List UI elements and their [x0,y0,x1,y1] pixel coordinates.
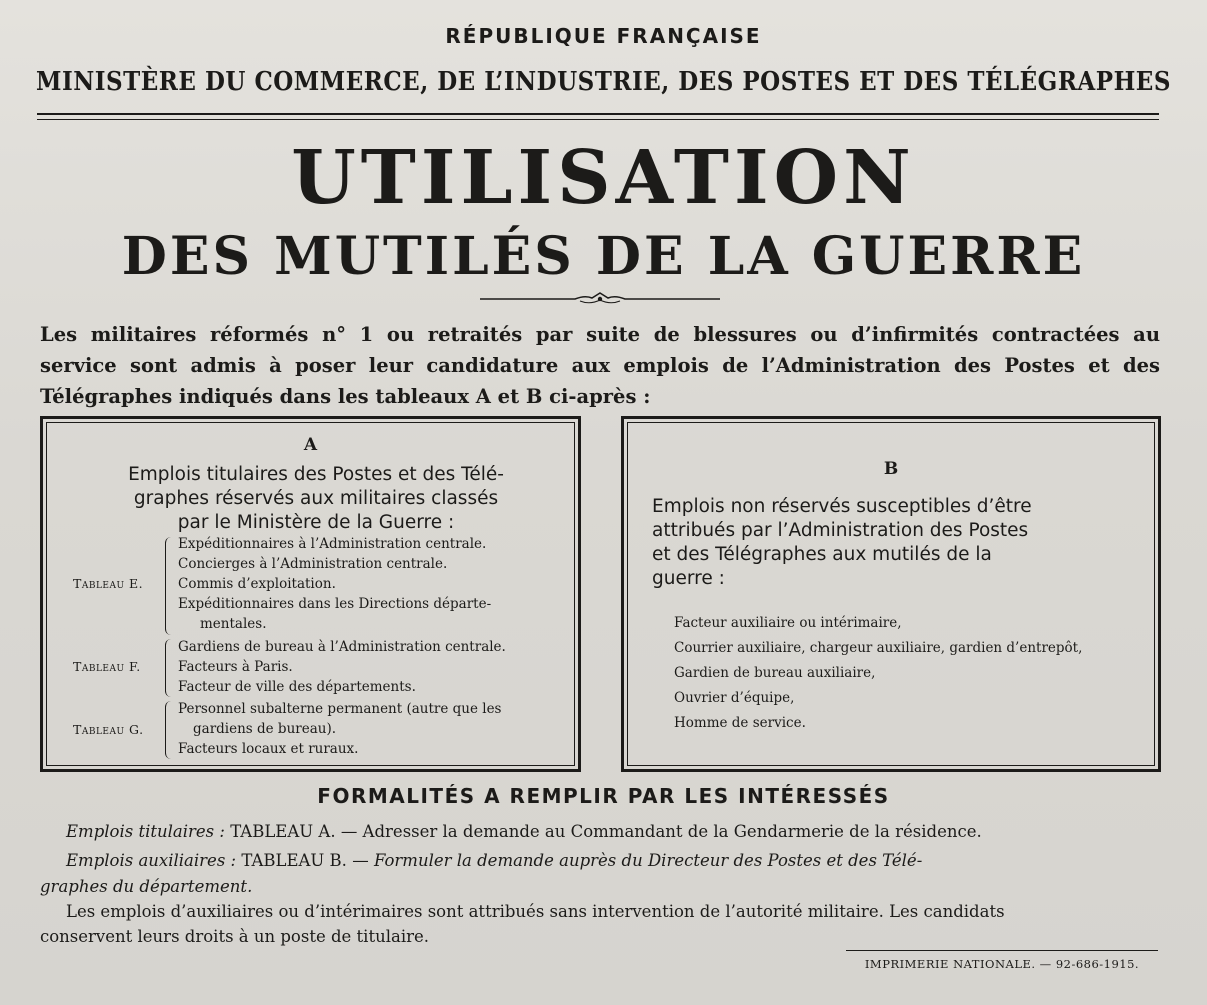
list-item: Gardien de bureau auxiliaire, [674,665,876,681]
list-item: Facteurs à Paris. [178,659,293,675]
heading-line: Emplois titulaires des Postes et des Télé- [128,464,504,485]
list-item: Homme de service. [674,715,806,731]
intro-paragraph [40,319,1160,412]
main-title: UTILISATION [291,135,916,221]
heading-line: guerre : [652,568,725,589]
list-item: Expéditionnaires dans les Directions départe- [178,596,492,612]
note-line: Les emplois d’auxiliaires ou d’intérimaires sont attribués sans intervention de l’autorité militaire. Les candidats [66,902,1005,921]
imprimerie-credit: IMPRIMERIE NATIONALE. — 92-686-1915. [864,957,1140,971]
brace-e [165,537,174,635]
titulaires-text: — Adresser la demande au Commandant de la Gendarmerie de la résidence. [340,822,982,841]
intro-line: Les militaires réformés n° 1 ou retraités par suite de blessures ou d’infirmités contractées au [40,323,1160,346]
auxiliaires-label: Emplois auxiliaires : [66,851,237,870]
auxiliaires-dash: — [352,851,369,870]
footer-divider [846,950,1158,951]
heading-line: graphes réservés aux militaires classés [133,488,499,509]
list-item: Concierges à l’Administration centrale. [178,556,448,572]
table-a-box [40,416,581,772]
list-item: Gardiens de bureau à l’Administration centrale. [178,639,506,655]
tableau-g-label: Tableau G. [73,722,144,737]
table-a-heading [71,463,561,535]
note-line: conservent leurs droits à un poste de titulaire. [40,927,429,946]
list-item: mentales. [200,616,267,632]
titulaires-line [66,818,1160,845]
table-a-letter: A [303,435,318,455]
heading-line: attribués par l’Administration des Postes [652,520,1029,541]
heading-line: et des Télégraphes aux mutilés de la [652,544,992,565]
tableau-e-label: Tableau E. [73,576,144,591]
ornament-divider-icon [480,289,720,309]
formalites-heading: FORMALITÉS A REMPLIR PAR LES INTÉRESSÉS [317,784,890,808]
heading-line: par le Ministère de la Guerre : [177,512,455,533]
titulaires-tableau: TABLEAU A. [230,822,336,841]
auxiliaires-tableau: TABLEAU B. [241,851,347,870]
list-item: Expéditionnaires à l’Administration centrale. [178,536,487,552]
brace-f [165,639,174,697]
brace-g [165,701,174,759]
table-b-heading [652,495,1134,591]
intro-line: Télégraphes indiqués dans les tableaux A et B ci-après : [40,385,651,408]
ministere-heading: MINISTÈRE DU COMMERCE, DE L’INDUSTRIE, DES POSTES ET DES TÉLÉGRAPHES [36,65,1171,98]
intro-line: service sont admis à poser leur candidature aux emplois de l’Administration des Postes et des [40,354,1160,377]
list-item: Facteur de ville des départements. [178,679,416,695]
table-b-box [621,416,1161,772]
table-b-letter: B [883,459,899,479]
list-item: Commis d’exploitation. [178,576,336,592]
list-item: Facteur auxiliaire ou intérimaire, [674,615,902,631]
auxiliaires-line [66,847,1160,874]
heading-line: Emplois non réservés susceptibles d’être [652,496,1032,517]
list-item: gardiens de bureau). [193,721,337,737]
auxiliaires-line-2: graphes du département. [40,877,253,896]
list-item: Ouvrier d’équipe, [674,690,795,706]
sub-title: DES MUTILÉS DE LA GUERRE [121,226,1086,287]
header-divider [37,113,1159,120]
auxiliaires-text: Formuler la demande auprès du Directeur des Postes et des Télé- [373,851,923,870]
list-item: Courrier auxiliaire, chargeur auxiliaire, gardien d’entrepôt, [674,640,1083,656]
list-item: Facteurs locaux et ruraux. [178,741,359,757]
tableau-f-label: Tableau F. [73,659,141,674]
republique-heading: RÉPUBLIQUE FRANÇAISE [445,24,762,48]
titulaires-label: Emplois titulaires : [66,822,225,841]
list-item: Personnel subalterne permanent (autre que les [178,701,502,717]
